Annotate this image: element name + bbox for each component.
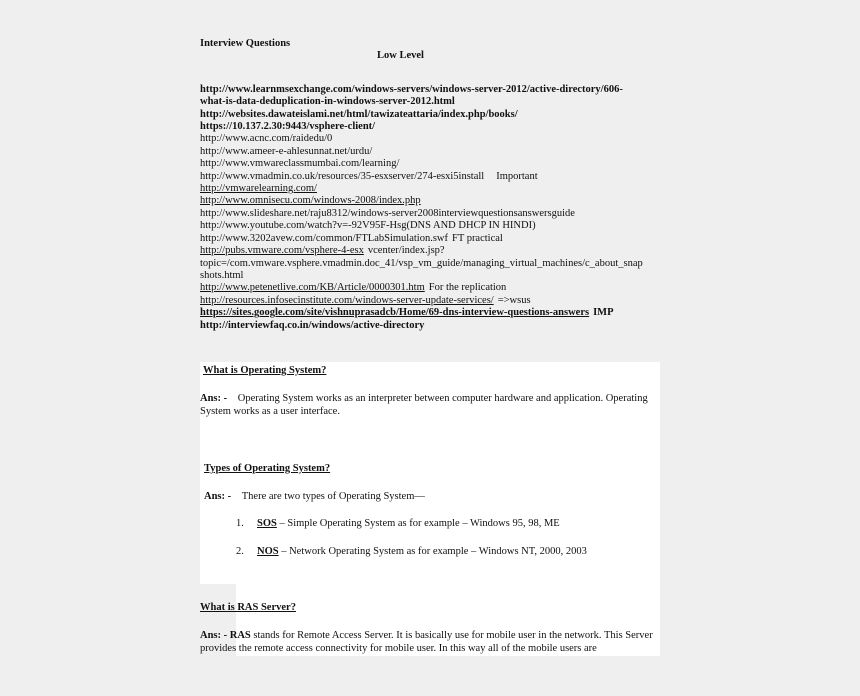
link-url[interactable]: topic=/com.vmware.vsphere.vmadmin.doc_41/vsp_vm_guide/managing_virtual_machines/c_about_snap — [200, 257, 643, 269]
link-line — [200, 233, 660, 245]
link-url[interactable]: what-is-data-deduplication-in-windows-server-2012.html — [200, 96, 455, 108]
link-line — [200, 258, 660, 270]
answer-label-types: Ans: - — [204, 490, 232, 502]
link-list — [200, 84, 660, 332]
link-url[interactable]: http://www.vmadmin.co.uk/resources/35-esxserver/274-esxi5install — [200, 170, 485, 182]
question-ras: What is RAS Server? — [200, 602, 296, 613]
answer-label-ras: Ans: - RAS — [200, 629, 251, 641]
link-line — [200, 96, 660, 108]
link-line — [200, 282, 660, 294]
list-text: – Network Operating System as for example – Windows NT, 2000, 2003 — [281, 545, 587, 557]
link-line — [200, 109, 660, 121]
link-line — [200, 208, 660, 220]
link-url[interactable]: http://pubs.vmware.com/vsphere-4-esx — [200, 245, 364, 257]
answer-label-os: Ans: - — [200, 392, 228, 404]
link-url[interactable]: http://www.3202avew.com/common/FTLabSimulation.swf — [200, 232, 448, 244]
link-note: IMP — [593, 307, 614, 319]
link-url[interactable]: http://www.acnc.com/raidedu/0 — [200, 133, 333, 145]
link-url[interactable]: http://vmwarelearning.com/ — [200, 183, 317, 195]
question-types: Types of Operating System? — [204, 463, 331, 474]
link-note: =>wsus — [497, 294, 531, 306]
link-url[interactable]: http://www.vmwareclassmumbai.com/learning/ — [200, 158, 400, 170]
list-text: – Simple Operating System as for example – Windows 95, 98, ME — [279, 518, 560, 529]
link-line — [200, 183, 660, 195]
link-url[interactable]: http://www.youtube.com/watch?v=-92V95F-Hsg(DNS AND DHCP IN HINDI) — [200, 220, 536, 232]
link-line — [200, 121, 660, 133]
section-ras — [200, 601, 660, 656]
link-url[interactable]: http://resources.infosecinstitute.com/windows-server-update-services/ — [200, 294, 494, 306]
section-types — [200, 462, 660, 558]
link-line — [200, 295, 660, 307]
page-subtitle: Low Level — [377, 50, 424, 62]
link-url[interactable]: http://interviewfaq.co.in/windows/active-directory — [200, 319, 425, 331]
link-url[interactable]: https://10.137.2.30:9443/vsphere-client/ — [200, 121, 376, 133]
page-title: Interview Questions — [200, 38, 291, 49]
link-line — [200, 146, 660, 158]
list-number: 2. — [236, 545, 244, 557]
link-url[interactable]: shots.html — [200, 269, 244, 281]
link-line — [200, 320, 660, 332]
list-item — [200, 545, 660, 559]
link-note: Important — [496, 170, 538, 182]
list-number: 1. — [236, 518, 244, 529]
link-url[interactable]: http://www.omnisecu.com/windows-2008/index.php — [200, 195, 421, 207]
link-line — [200, 171, 660, 183]
link-line — [200, 307, 660, 319]
link-line — [200, 84, 660, 96]
link-url[interactable]: http://websites.dawateislami.net/html/tawizateattaria/index.php/books/ — [200, 108, 518, 120]
link-note: For the replication — [428, 282, 507, 294]
link-line — [200, 195, 660, 207]
link-line — [200, 133, 660, 145]
link-line — [200, 270, 660, 282]
section-os — [200, 364, 660, 419]
list-item — [200, 517, 660, 531]
answer-os: Operating System works as an interpreter between computer hardware and application. Operating System works as a user interface. — [200, 392, 648, 417]
link-note: vcenter/index.jsp? — [367, 245, 445, 257]
link-url[interactable]: https://sites.google.com/site/vishnuprasadcb/Home/69-dns-interview-questions-answers — [200, 307, 590, 319]
link-url[interactable]: http://www.petenetlive.com/KB/Article/0000301.htm — [200, 282, 425, 294]
link-line — [200, 220, 660, 232]
document-body — [200, 38, 660, 332]
link-line — [200, 158, 660, 170]
list-abbr: SOS — [257, 518, 277, 529]
answer-ras: stands for Remote Access Server. It is basically use for mobile user in the network. This Server provides the remote access connectivity for mobile user. In this way all of the mobile users are — [200, 629, 653, 654]
link-note: FT practical — [452, 232, 503, 244]
question-os: What is Operating System? — [203, 365, 327, 376]
list-abbr: NOS — [257, 545, 279, 557]
os-types-list — [200, 517, 660, 558]
link-url[interactable]: http://www.slideshare.net/raju8312/windows-server2008interviewquestionsanswersguide — [200, 207, 575, 219]
answer-types: There are two types of Operating System— — [241, 490, 425, 502]
link-line — [200, 245, 660, 257]
link-url[interactable]: http://www.learnmsexchange.com/windows-servers/windows-server-2012/active-directory/606- — [200, 83, 623, 95]
link-url[interactable]: http://www.ameer-e-ahlesunnat.net/urdu/ — [200, 145, 373, 157]
